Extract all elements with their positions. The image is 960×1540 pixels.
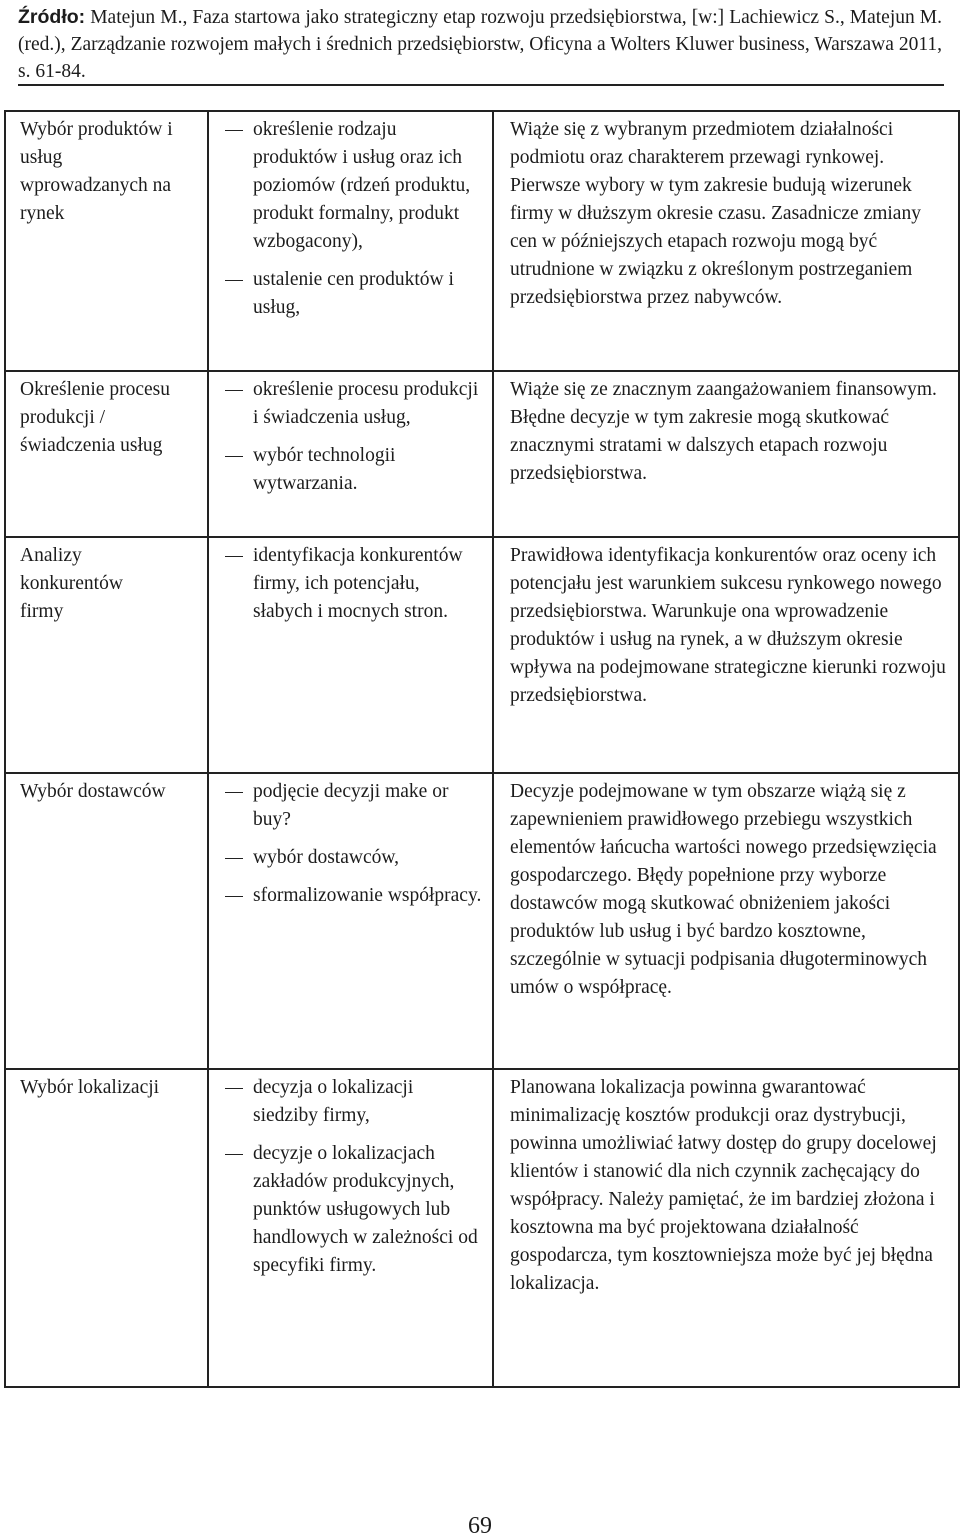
dash-icon — [225, 1088, 243, 1089]
table-row — [5, 773, 959, 1069]
dash-icon — [225, 896, 243, 897]
decision-areas-table — [4, 110, 960, 1388]
list-item — [221, 1074, 482, 1130]
item-text: ustalenie cen produktów i usług, — [253, 269, 454, 318]
dash-icon — [225, 390, 243, 391]
description-cell: Prawidłowa identyfikacja konkurentów oraz oceny ich potencjału jest warunkiem sukcesu rynkowego nowego przedsiębiorstwa. Warunkuje ona wprowadzenie produktów i usług na rynek, a w dłuższym okresie wpływa na podejmowane strategiczne kierunki rozwoju przedsiębiorstwa. — [493, 537, 959, 773]
item-text: sformalizowanie współpracy. — [253, 885, 482, 906]
source-text: Matejun M., Faza startowa jako strategiczny etap rozwoju przedsiębiorstwa, [w:] Lachiewicz S., Matejun M. (red.), Zarządzanie rozwojem małych i średnich przedsiębiorstw, Oficyna a Wolters Kluwer business, Warszawa 2011, s. 61-84. — [18, 7, 942, 82]
item-text: określenie procesu produkcji i świadczenia usług, — [253, 379, 479, 428]
table-row — [5, 1069, 959, 1387]
area-cell: Wybór dostawców — [5, 773, 208, 1069]
dash-icon — [225, 792, 243, 793]
source-citation — [18, 4, 942, 85]
source-divider — [18, 84, 944, 86]
dash-icon — [225, 556, 243, 557]
items-cell — [208, 1069, 493, 1387]
list-item — [221, 778, 482, 834]
items-cell — [208, 773, 493, 1069]
list-item — [221, 1140, 482, 1280]
item-text: określenie rodzaju produktów i usług oraz ich poziomów (rdzeń produktu, produkt formalny, produkt wzbogacony), — [253, 119, 471, 252]
table-row — [5, 371, 959, 537]
list-item — [221, 442, 482, 498]
item-text: podjęcie decyzji make or buy? — [253, 781, 449, 830]
description-cell: Planowana lokalizacja powinna gwarantować minimalizację kosztów produkcji oraz dystrybucji, powinna umożliwiać łatwy dostęp do grupy docelowej klientów i stanowić dla nich czynnik zachęcający do współpracy. Należy pamiętać, że im bardziej złożona i kosztowna ma być projektowana działalność gospodarcza, tym kosztowniejsza może być jej błędna lokalizacja. — [493, 1069, 959, 1387]
area-cell: Analizy konkurentów firmy — [5, 537, 208, 773]
dash-icon — [225, 456, 243, 457]
description-cell: Decyzje podejmowane w tym obszarze wiążą się z zapewnieniem prawidłowego przebiegu wszystkich elementów łańcucha wartości nowego przedsięwzięcia gospodarczego. Błędy popełnione przy wyborze dostawców mogą skutkować obniżeniem jakości produktów lub usług i być bardzo kosztowne, szczególnie w sytuacji podpisania długoterminowych umów o współpracę. — [493, 773, 959, 1069]
dash-icon — [225, 858, 243, 859]
dash-icon — [225, 130, 243, 131]
description-cell: Wiąże się z wybranym przedmiotem działalności podmiotu oraz charakterem przewagi rynkowej. Pierwsze wybory w tym zakresie budują wizerunek firmy w dłuższym okresie czasu. Zasadnicze zmiany cen w późniejszych etapach rozwoju mogą być utrudnione w związku z określonym postrzeganiem przedsiębiorstwa przez nabywców. — [493, 111, 959, 371]
list-item — [221, 266, 482, 322]
list-item — [221, 882, 482, 910]
source-label: Źródło: — [18, 6, 86, 28]
items-cell — [208, 371, 493, 537]
table-row — [5, 111, 959, 371]
page-number: 69 — [468, 1513, 492, 1539]
item-text: wybór dostawców, — [253, 847, 400, 868]
item-text: decyzja o lokalizacji siedziby firmy, — [253, 1077, 414, 1126]
list-item — [221, 844, 482, 872]
items-cell — [208, 537, 493, 773]
item-text: identyfikacja konkurentów firmy, ich potencjału, słabych i mocnych stron. — [253, 545, 463, 622]
table-row — [5, 537, 959, 773]
area-cell: Wybór lokalizacji — [5, 1069, 208, 1387]
list-item — [221, 542, 482, 626]
dash-icon — [225, 280, 243, 281]
items-cell — [208, 111, 493, 371]
list-item — [221, 376, 482, 432]
area-cell: Wybór produktów i usług wprowadzanych na rynek — [5, 111, 208, 371]
dash-icon — [225, 1154, 243, 1155]
item-text: decyzje o lokalizacjach zakładów produkcyjnych, punktów usługowych lub handlowych w zależności od specyfiki firmy. — [253, 1143, 478, 1276]
list-item — [221, 116, 482, 256]
item-text: wybór technologii wytwarzania. — [253, 445, 396, 494]
description-cell: Wiąże się ze znacznym zaangażowaniem finansowym. Błędne decyzje w tym zakresie mogą skutkować znacznymi stratami w dalszych etapach rozwoju przedsiębiorstwa. — [493, 371, 959, 537]
area-cell: Określenie procesu produkcji / świadczenia usług — [5, 371, 208, 537]
